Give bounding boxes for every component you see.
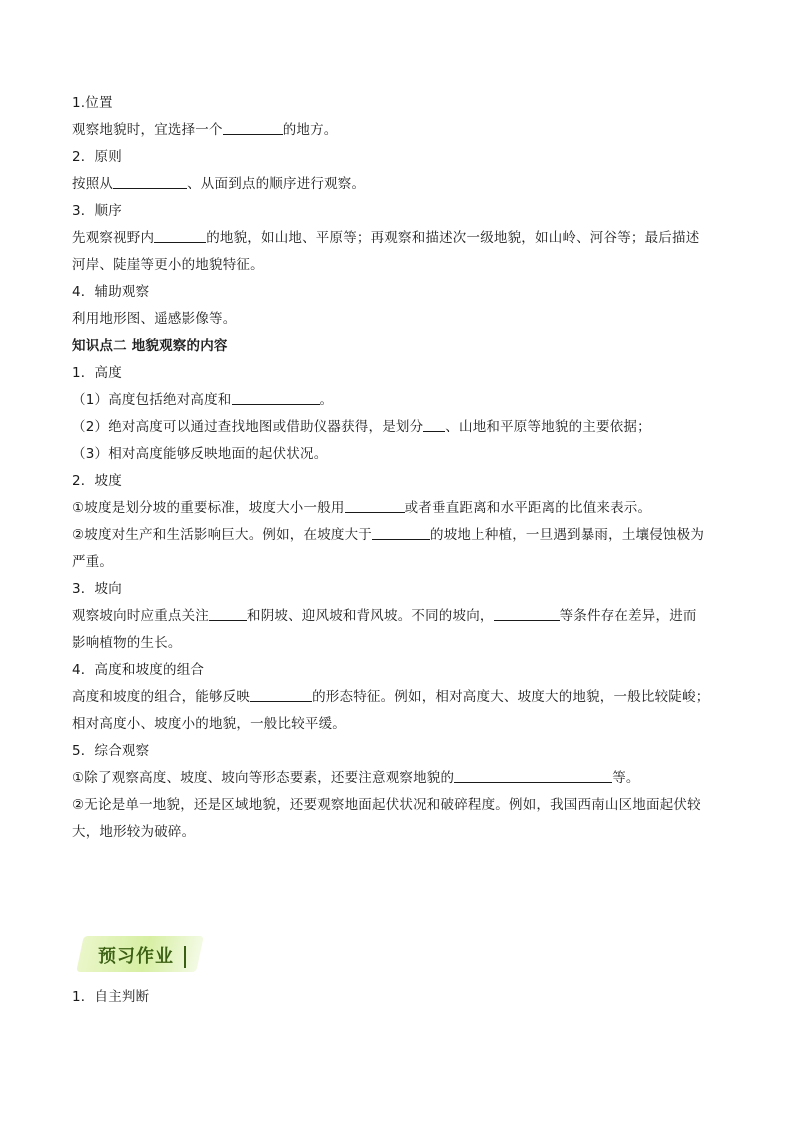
fill-blank[interactable] [494,607,560,621]
knowledge-heading: 知识点二 地貌观察的内容 [72,338,228,354]
paragraph-combination-1: 高度和坡度的组合，能够反映 的形态特征。例如，相对高度大、坡度大的地貌，一般比较陡峻； [72,689,710,705]
paragraph-slope-3: 严重。 [72,554,114,570]
section-title-order: 3．顺序 [72,203,122,219]
paragraph-comprehensive-2: ②无论是单一地貌，还是区域地貌，还要观察地面起伏状况和破碎程度。例如，我国西南山区地面起伏较 [72,797,701,813]
document-body [72,90,734,846]
paragraph-combination-2: 相对高度小、坡度小的地貌，一般比较平缓。 [72,716,346,732]
section-title-slope: 2．坡度 [72,473,122,489]
paragraph-location: 观察地貌时，宜选择一个 的地方。 [72,122,338,138]
section-title-combination: 4．高度和坡度的组合 [72,662,205,678]
fill-blank[interactable] [232,391,320,405]
section-title-location: 1.位置 [72,95,113,111]
badge-label: 预习作业 [98,946,174,967]
paragraph-order-line2: 河岸、陡崖等更小的地貌特征。 [72,257,264,273]
paragraph-aid: 利用地形图、遥感影像等。 [72,311,237,327]
fill-blank[interactable] [154,229,206,243]
paragraph-comprehensive-3: 大，地形较为破碎。 [72,824,196,840]
self-judgment-title: 1．自主判断 [72,989,150,1005]
section-title-comprehensive: 5．综合观察 [72,743,150,759]
section-title-principle: 2．原则 [72,149,122,165]
fill-blank[interactable] [113,175,187,189]
paragraph-height-1: （1）高度包括绝对高度和 。 [72,392,334,408]
paragraph-aspect-2: 影响植物的生长。 [72,635,182,651]
fill-blank[interactable] [454,769,612,783]
section-title-aid: 4．辅助观察 [72,284,150,300]
paragraph-height-3: （3）相对高度能够反映地面的起伏状况。 [72,446,328,462]
paragraph-aspect-1: 观察坡向时应重点关注 和阴坡、迎风坡和背风坡。不同的坡向， 等条件存在差异，进而 [72,608,697,624]
fill-blank[interactable] [423,418,445,432]
paragraph-comprehensive-1: ①除了观察高度、坡度、坡向等形态要素，还要注意观察地貌的 等。 [72,770,640,786]
fill-blank[interactable] [372,526,430,540]
fill-blank[interactable] [209,607,247,621]
section-title-aspect: 3．坡向 [72,581,122,597]
paragraph-slope-2: ②坡度对生产和生活影响巨大。例如，在坡度大于 的坡地上种植，一旦遇到暴雨，土壤侵蚀极为 [72,527,705,543]
paragraph-height-2: （2）绝对高度可以通过查找地图或借助仪器获得，是划分 、山地和平原等地貌的主要依据； [72,419,651,435]
section-title-height: 1．高度 [72,365,122,381]
fill-blank[interactable] [250,688,312,702]
paragraph-slope-1: ①坡度是划分坡的重要标准，坡度大小一般用 或者垂直距离和水平距离的比值来表示。 [72,500,652,516]
badge-divider [184,946,186,968]
paragraph-principle: 按照从 、从面到点的顺序进行观察。 [72,176,366,192]
paragraph-order-line1: 先观察视野内 的地貌，如山地、平原等；再观察和描述次一级地貌，如山岭、河谷等；最后描述 [72,230,700,246]
preview-homework-badge [80,930,210,980]
fill-blank[interactable] [345,499,405,513]
fill-blank[interactable] [223,121,283,135]
